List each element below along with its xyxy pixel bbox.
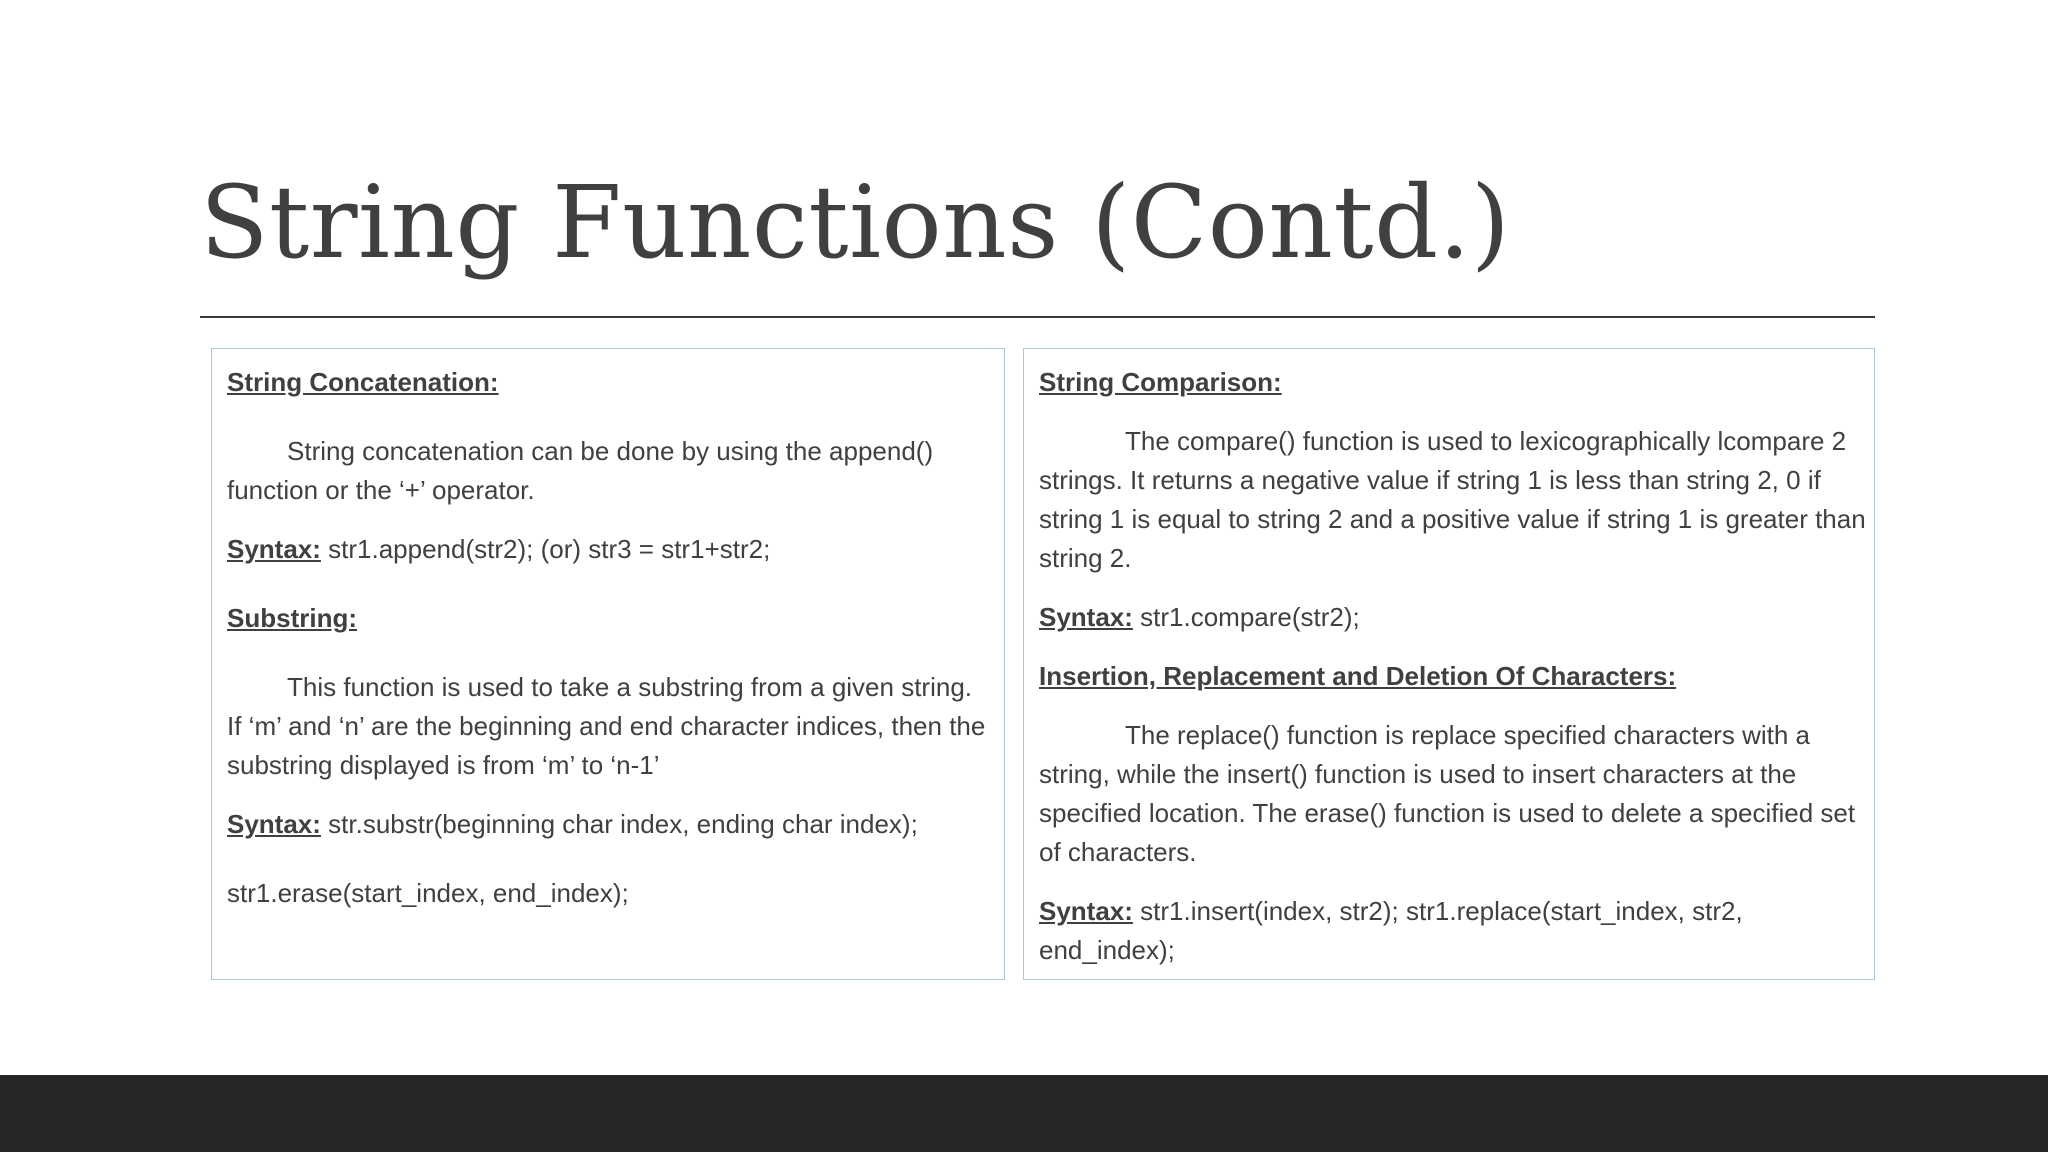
footer-bar <box>0 1075 2048 1152</box>
insertion-replacement-deletion-description: The replace() function is replace specified characters with a string, while the insert() function is used to insert characters at the specified location. The erase() function is used to delete a specified set of characters. <box>1039 720 1856 867</box>
right-content-panel <box>1023 348 1875 980</box>
title-divider <box>200 316 1875 318</box>
slide-title: String Functions (Contd.) <box>200 164 1511 281</box>
insertion-replacement-deletion-heading: Insertion, Replacement and Deletion Of Characters: <box>1039 661 1677 691</box>
concatenation-description: String concatenation can be done by using the append() function or the ‘+’ operator. <box>227 436 934 505</box>
concatenation-syntax <box>227 530 992 569</box>
comparison-syntax <box>1039 598 1874 637</box>
syntax-label: Syntax: <box>1039 896 1133 926</box>
substring-syntax <box>227 805 992 844</box>
syntax-code: str1.insert(index, str2); str1.replace(start_index, str2, end_index); <box>1039 896 1743 965</box>
substring-heading: Substring: <box>227 603 357 633</box>
syntax-label: Syntax: <box>1039 602 1133 632</box>
syntax-code: str1.append(str2); (or) str3 = str1+str2; <box>320 534 771 564</box>
comparison-description: The compare() function is used to lexicographically lcompare 2 strings. It returns a negative value if string 1 is less than string 2, 0 if string 1 is equal to string 2 and a positive value if string 1 is greater than string 2. <box>1039 426 1866 573</box>
left-content-panel <box>211 348 1005 980</box>
concatenation-heading: String Concatenation: <box>227 367 499 397</box>
syntax-code: str1.compare(str2); <box>1132 602 1360 632</box>
substring-description: This function is used to take a substring from a given string. If ‘m’ and ‘n’ are the beginning and end character indices, then the substring displayed is from ‘m’ to ‘n-1’ <box>227 672 986 780</box>
syntax-label: Syntax: <box>227 534 321 564</box>
syntax-label: Syntax: <box>227 809 321 839</box>
erase-syntax-line: str1.erase(start_index, end_index); <box>227 878 629 908</box>
syntax-code: str.substr(beginning char index, ending char index); <box>320 809 918 839</box>
comparison-heading: String Comparison: <box>1039 367 1282 397</box>
insertion-replacement-syntax <box>1039 892 1874 970</box>
